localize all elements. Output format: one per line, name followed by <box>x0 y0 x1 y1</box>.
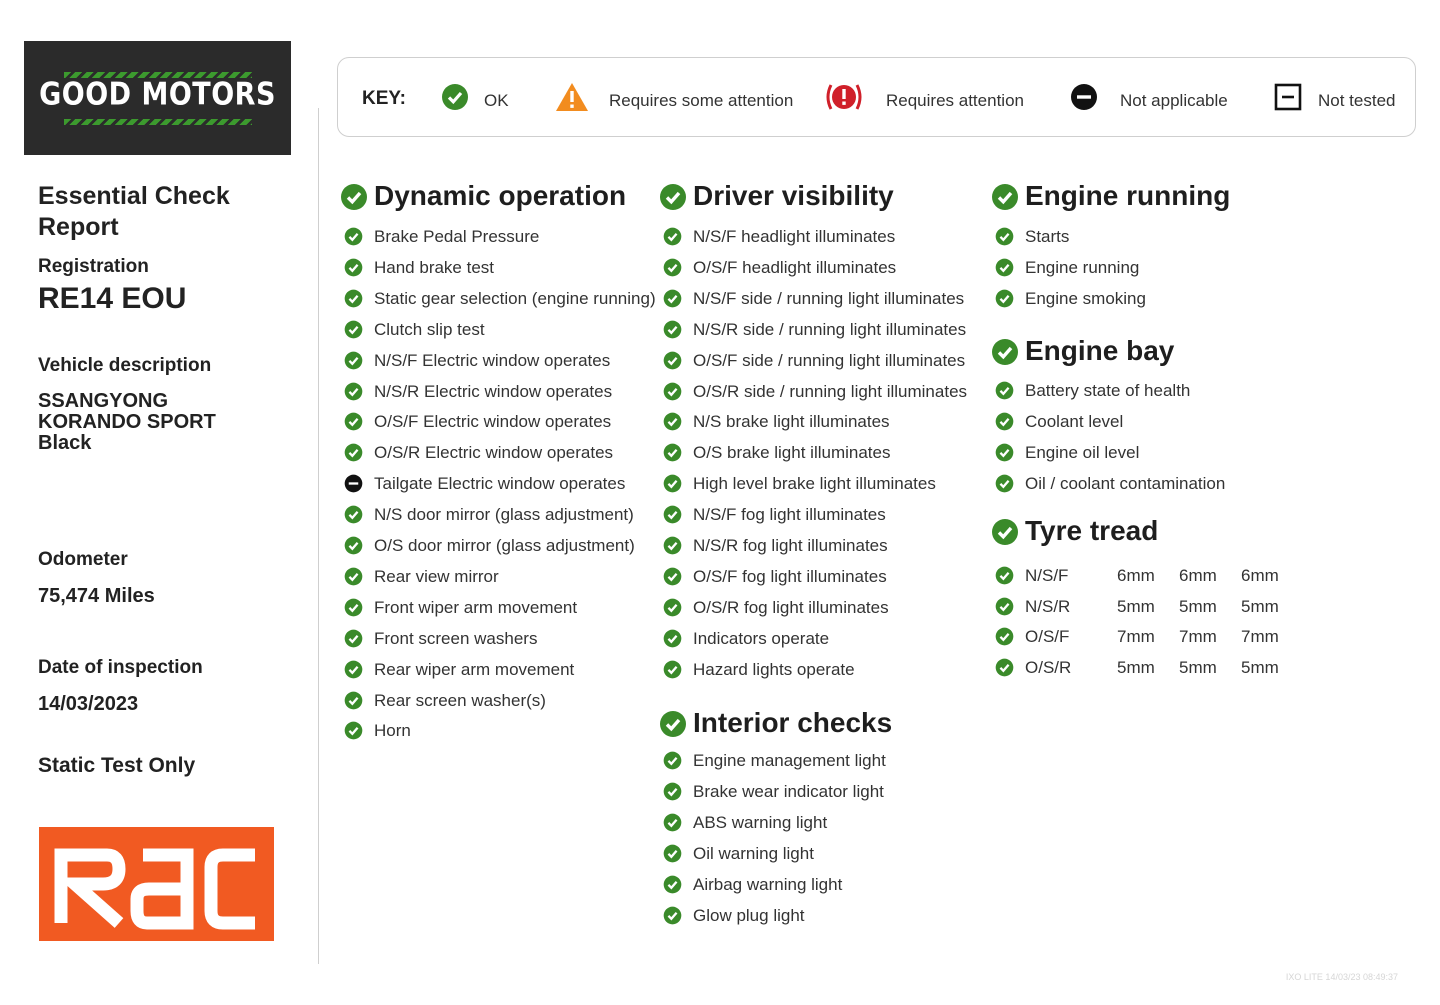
ok-check-icon <box>663 382 682 401</box>
check-item <box>693 906 805 926</box>
check-item <box>374 629 537 649</box>
check-item-label: N/S door mirror (glass adjustment) <box>374 505 634 525</box>
check-item-label: Engine smoking <box>1025 288 1146 308</box>
key-label: KEY: <box>362 88 406 109</box>
section-title-visibility <box>693 180 894 212</box>
section-title-engine_bay <box>1025 335 1174 367</box>
ok-check-icon <box>344 721 363 740</box>
check-item-label: N/S/R side / running light illuminates <box>693 319 967 339</box>
check-item <box>693 505 886 525</box>
vehicle-make: SSANGYONG <box>38 390 169 412</box>
ok-check-icon <box>344 351 363 370</box>
check-item <box>693 258 896 278</box>
section-title-text: Engine bay <box>1025 335 1175 366</box>
check-item-label: Horn <box>374 721 411 741</box>
ok-check-icon <box>995 258 1014 277</box>
ok-check-icon <box>441 83 469 111</box>
check-item <box>693 289 964 309</box>
ok-check-icon <box>663 875 682 894</box>
check-item-label: Brake wear indicator light <box>693 781 884 801</box>
key-not-tested-text: Not tested <box>1318 91 1396 110</box>
logo-text: GOOD MOTORS <box>39 76 276 113</box>
ok-check-icon <box>663 412 682 431</box>
check-item-label: Hazard lights operate <box>693 659 855 679</box>
alert-exclamation-icon <box>824 81 864 113</box>
check-item-label: N/S/R Electric window operates <box>374 381 613 401</box>
ok-check-icon <box>995 289 1014 308</box>
ok-check-icon <box>663 598 682 617</box>
ok-check-icon <box>995 412 1014 431</box>
warning-triangle-icon <box>555 82 589 112</box>
check-item-label: Rear view mirror <box>374 566 499 586</box>
status-key <box>337 57 1416 137</box>
ok-check-icon <box>344 567 363 586</box>
check-item <box>1025 381 1190 401</box>
ok-check-icon <box>659 710 687 738</box>
ok-check-icon <box>663 474 682 493</box>
ok-check-icon <box>659 183 687 211</box>
tyre-row <box>1025 627 1069 647</box>
ok-check-icon <box>995 227 1014 246</box>
ok-check-icon <box>995 381 1014 400</box>
check-item <box>693 844 814 864</box>
ok-check-icon <box>663 289 682 308</box>
check-item-label: Starts <box>1025 227 1070 246</box>
check-item <box>693 598 889 618</box>
check-item <box>693 227 895 247</box>
check-item <box>1025 227 1069 247</box>
check-item-label: Engine management light <box>693 751 886 770</box>
ok-check-icon <box>344 320 363 339</box>
ok-check-icon <box>995 474 1014 493</box>
tyre-position: O/S/R <box>1025 657 1072 677</box>
check-item <box>374 721 411 741</box>
check-item-label: Rear wiper arm movement <box>374 659 575 679</box>
ok-check-icon <box>663 320 682 339</box>
ok-check-icon <box>995 566 1014 585</box>
check-item <box>1025 289 1146 309</box>
check-item <box>693 320 966 340</box>
registration-value: RE14 EOU <box>38 282 187 315</box>
check-item-label: Glow plug light <box>693 905 805 925</box>
check-item <box>693 751 886 771</box>
ok-check-icon <box>663 813 682 832</box>
key-not-applicable-text: Not applicable <box>1120 91 1228 110</box>
check-item <box>374 351 610 371</box>
check-item <box>374 691 546 711</box>
ok-check-icon <box>663 536 682 555</box>
ok-check-icon <box>344 289 363 308</box>
check-item-label: Brake Pedal Pressure <box>374 227 540 246</box>
ok-check-icon <box>663 227 682 246</box>
ok-check-icon <box>344 382 363 401</box>
ok-check-icon <box>995 443 1014 462</box>
check-item-label: O/S brake light illuminates <box>693 443 891 463</box>
ok-check-icon <box>991 338 1019 366</box>
ok-check-icon <box>991 183 1019 211</box>
check-item <box>374 258 494 278</box>
odometer-value: 75,474 Miles <box>38 585 155 607</box>
print-stamp: IXO LITE 14/03/23 08:49:37 <box>1285 972 1398 982</box>
check-item-label: Rear screen washer(s) <box>374 690 546 710</box>
inspection-date-value: 14/03/2023 <box>38 693 139 715</box>
report-title: Essential Check Report <box>38 182 230 241</box>
check-item-label: Hand brake test <box>374 257 495 277</box>
registration-label: Registration <box>38 256 149 277</box>
check-item <box>693 412 890 432</box>
key-attention-text: Requires attention <box>886 91 1024 110</box>
ok-check-icon <box>344 505 363 524</box>
ok-check-icon <box>663 782 682 801</box>
check-item <box>693 351 965 371</box>
check-item <box>1025 258 1139 278</box>
not-applicable-icon <box>1070 83 1098 111</box>
ok-check-icon <box>663 505 682 524</box>
section-title-dynamic <box>374 180 626 212</box>
check-item-label: N/S brake light illuminates <box>693 412 890 432</box>
check-item-label: Front screen washers <box>374 628 538 648</box>
check-item-label: O/S/F fog light illuminates <box>693 566 887 586</box>
key-some-attention-text: Requires some attention <box>609 91 794 110</box>
tyre-row <box>1025 597 1070 617</box>
logo-stripe-bottom <box>64 119 252 125</box>
tyre-position: O/S/F <box>1025 627 1070 647</box>
check-item-label: O/S/R fog light illuminates <box>693 597 889 617</box>
static-test-note: Static Test Only <box>38 754 196 777</box>
check-item <box>374 598 577 618</box>
check-item <box>1025 474 1225 494</box>
check-item-label: O/S/R side / running light illuminates <box>693 381 968 401</box>
check-item <box>374 567 499 587</box>
check-item-label: Static gear selection (engine running) <box>374 288 656 308</box>
check-item <box>693 382 967 402</box>
check-item <box>374 320 485 340</box>
section-title-text: Engine running <box>1025 180 1231 211</box>
ok-check-icon <box>344 412 363 431</box>
tyre-position: N/S/F <box>1025 566 1069 585</box>
tyre-depth-value: 6mm <box>1179 566 1217 585</box>
ok-check-icon <box>344 258 363 277</box>
check-item-label: N/S/F Electric window operates <box>374 350 611 370</box>
check-item <box>1025 443 1139 463</box>
ok-check-icon <box>344 443 363 462</box>
check-item-label: Airbag warning light <box>693 874 843 894</box>
check-item-label: Battery state of health <box>1025 381 1191 400</box>
ok-check-icon <box>663 258 682 277</box>
check-item-label: N/S/F fog light illuminates <box>693 505 886 525</box>
check-item <box>374 227 539 247</box>
tyre-depth-value: 6mm <box>1241 566 1279 585</box>
check-item-label: Tailgate Electric window operates <box>374 474 626 494</box>
ok-check-icon <box>663 906 682 925</box>
odometer-label: Odometer <box>38 549 128 570</box>
check-item <box>374 505 634 525</box>
check-item <box>374 382 612 402</box>
check-item-label: N/S/F headlight illuminates <box>693 227 896 246</box>
not-applicable-icon <box>344 474 363 493</box>
check-item <box>693 567 887 587</box>
check-item <box>693 536 888 556</box>
vehicle-description <box>38 391 288 454</box>
ok-check-icon <box>344 660 363 679</box>
tyre-row <box>1025 566 1068 586</box>
check-item <box>693 629 829 649</box>
ok-check-icon <box>995 597 1014 616</box>
tyre-depth-value: 6mm <box>1117 566 1155 585</box>
ok-check-icon <box>663 844 682 863</box>
ok-check-icon <box>344 691 363 710</box>
section-title-text: Interior checks <box>693 707 893 738</box>
check-item <box>374 536 635 556</box>
key-ok-text: OK <box>484 91 509 110</box>
ok-check-icon <box>663 443 682 462</box>
ok-check-icon <box>344 536 363 555</box>
check-item-label: ABS warning light <box>693 812 828 832</box>
ok-check-icon <box>663 751 682 770</box>
check-item-label: O/S/F Electric window operates <box>374 412 612 432</box>
check-item <box>1025 412 1123 432</box>
check-item-label: Coolant level <box>1025 411 1124 431</box>
vehicle-description-label: Vehicle description <box>38 355 212 376</box>
rac-logo-mark <box>39 827 274 941</box>
section-title-tyre <box>1025 515 1158 547</box>
tyre-depth-value: 7mm <box>1241 627 1279 647</box>
check-item <box>374 660 574 680</box>
ok-check-icon <box>340 183 368 211</box>
good-motors-logo <box>24 41 291 155</box>
check-item-label: Engine oil level <box>1025 442 1140 462</box>
check-item-label: Indicators operate <box>693 628 830 648</box>
ok-check-icon <box>663 629 682 648</box>
not-tested-icon <box>1274 83 1302 111</box>
ok-check-icon <box>663 567 682 586</box>
check-item <box>374 474 625 494</box>
ok-check-icon <box>663 660 682 679</box>
ok-check-icon <box>991 518 1019 546</box>
tyre-depth-value: 5mm <box>1241 657 1279 677</box>
tyre-row <box>1025 658 1071 678</box>
ok-check-icon <box>995 658 1014 677</box>
tyre-position: N/S/R <box>1025 596 1071 616</box>
check-item-label: Clutch slip test <box>374 319 485 339</box>
section-title-text: Driver visibility <box>693 180 894 211</box>
vertical-divider <box>318 108 319 964</box>
check-item-label: Oil / coolant contamination <box>1025 473 1226 493</box>
rac-logo <box>39 827 274 941</box>
check-item-label: O/S door mirror (glass adjustment) <box>374 536 635 555</box>
tyre-depth-value: 7mm <box>1179 627 1217 647</box>
check-item <box>693 875 842 895</box>
vehicle-model: KORANDO SPORT <box>38 411 216 433</box>
ok-check-icon <box>344 629 363 648</box>
section-title-text: Dynamic operation <box>374 180 627 211</box>
check-item <box>374 289 656 309</box>
check-item-label: Oil warning light <box>693 843 814 863</box>
check-item <box>693 660 855 680</box>
ok-check-icon <box>344 598 363 617</box>
tyre-depth-value: 5mm <box>1179 657 1217 677</box>
check-item-label: Engine running <box>1025 257 1140 277</box>
tyre-depth-value: 5mm <box>1117 596 1155 616</box>
check-item <box>693 474 936 494</box>
check-item-label: Front wiper arm movement <box>374 597 578 617</box>
section-title-text: Tyre tread <box>1025 515 1159 546</box>
vehicle-colour: Black <box>38 432 92 454</box>
check-item-label: O/S/R Electric window operates <box>374 443 614 463</box>
tyre-depth-value: 5mm <box>1179 596 1217 616</box>
ok-check-icon <box>344 227 363 246</box>
tyre-depth-value: 7mm <box>1117 627 1155 647</box>
check-item <box>374 443 613 463</box>
check-item-label: N/S/R fog light illuminates <box>693 536 888 555</box>
check-item <box>693 782 884 802</box>
ok-check-icon <box>663 351 682 370</box>
check-item-label: High level brake light illuminates <box>693 474 936 494</box>
check-item <box>374 412 611 432</box>
section-title-interior <box>693 707 892 739</box>
section-title-engine_running <box>1025 180 1230 212</box>
check-item-label: O/S/F headlight illuminates <box>693 257 897 277</box>
check-item <box>693 443 890 463</box>
tyre-depth-value: 5mm <box>1117 657 1155 677</box>
check-item-label: N/S/F side / running light illuminates <box>693 288 965 308</box>
inspection-date-label: Date of inspection <box>38 657 203 678</box>
ok-check-icon <box>995 627 1014 646</box>
tyre-depth-value: 5mm <box>1241 596 1279 616</box>
check-item-label: O/S/F side / running light illuminates <box>693 350 966 370</box>
check-item <box>693 813 827 833</box>
